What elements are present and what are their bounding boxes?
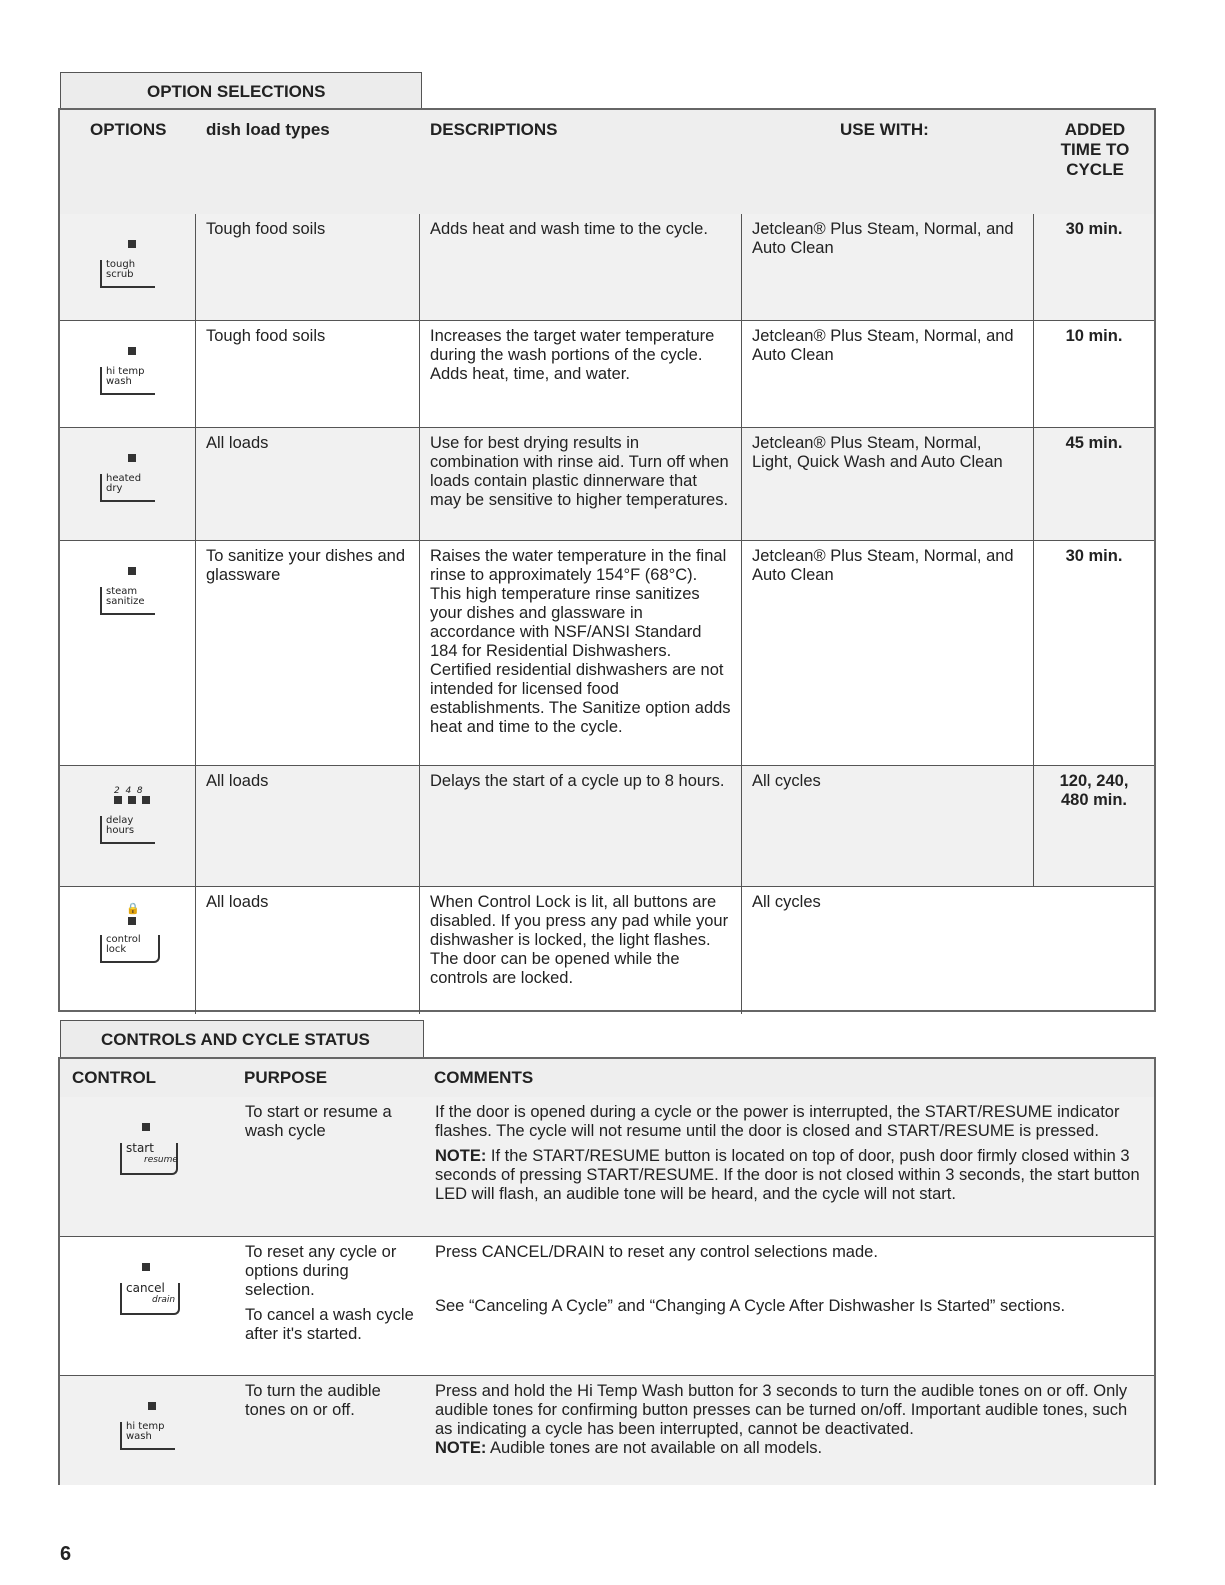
panel-label-bottom: wash	[106, 376, 132, 387]
option-selections-tab	[60, 72, 422, 110]
option-use-with: Jetclean® Plus Steam, Normal, and Auto Clean	[741, 321, 1033, 427]
padlock-icon: 🔒	[126, 902, 140, 915]
panel-label-top: control	[106, 934, 141, 945]
panel-label-top: steam	[106, 586, 138, 597]
controls-status-table	[58, 1057, 1156, 1485]
option-description: Delays the start of a cycle up to 8 hours.	[419, 766, 741, 886]
option-row-hi-temp-wash	[60, 321, 1154, 428]
option-load: All loads	[195, 887, 419, 1014]
delay-hours-button-icon	[100, 782, 170, 852]
panel-label-top: delay	[106, 815, 134, 826]
panel-label-top: hi temp	[106, 366, 145, 377]
header-added-line3: CYCLE	[1066, 160, 1124, 179]
option-load: All loads	[195, 766, 419, 886]
delay-hours-numbers: 2 4 8	[114, 786, 143, 796]
control-panel-cell	[60, 1097, 235, 1236]
purpose-text: To reset any cycle or options during selection.	[245, 1243, 397, 1299]
option-description: Raises the water temperature in the final rinse to approximately 154°F (68°C). This high temperature rinse sanitizes your dishes and glassware in accordance with NSF/ANSI Standard 184 for Residential Dishwashers. Certified residential dishwashers are not intended for licensed food establishments. The Sanitize option adds heat and time to the cycle.	[419, 541, 741, 765]
control-panel-cell	[60, 1376, 235, 1485]
panel-label-bottom: dry	[106, 483, 123, 494]
option-load: All loads	[195, 428, 419, 540]
option-use-with: Jetclean® Plus Steam, Normal, and Auto Clean	[741, 214, 1033, 320]
comment-text: If the door is opened during a cycle or the power is interrupted, the START/RESUME indicator flashes. The cycle will not resume until the door is closed and START/RESUME is pressed.	[435, 1103, 1120, 1140]
control-purpose	[235, 1237, 425, 1375]
header-use-with: USE WITH:	[840, 120, 929, 139]
option-panel-cell	[60, 428, 195, 540]
panel-label-top: tough	[106, 259, 136, 270]
option-panel-cell	[60, 214, 195, 320]
header-comments: COMMENTS	[434, 1068, 534, 1087]
panel-label-top: heated	[106, 473, 142, 484]
note-text: Audible tones are not available on all models.	[486, 1439, 823, 1457]
comment-text: Press CANCEL/DRAIN to reset any control selections made.	[435, 1243, 878, 1261]
option-row-heated-dry	[60, 428, 1154, 541]
header-control: CONTROL	[72, 1068, 157, 1087]
panel-label-bottom: hours	[106, 825, 135, 836]
header-purpose: PURPOSE	[244, 1068, 328, 1087]
option-description: Use for best drying results in combination with rinse aid. Turn off when loads contain plastic dinnerware that may be sensitive to higher temperatures.	[419, 428, 741, 540]
start-resume-button-icon	[120, 1123, 190, 1193]
control-row-start-resume	[60, 1097, 1154, 1237]
panel-label-bottom: sanitize	[106, 596, 145, 607]
option-description: Adds heat and wash time to the cycle.	[419, 214, 741, 320]
purpose-text-2: To cancel a wash cycle after it's started.	[245, 1306, 414, 1343]
options-header-row	[60, 110, 1154, 215]
panel-label-bottom: drain	[152, 1295, 176, 1305]
option-load: Tough food soils	[195, 321, 419, 427]
option-added-time: 30 min.	[1033, 541, 1154, 765]
option-panel-cell	[60, 887, 195, 1014]
tough-scrub-button-icon	[100, 240, 170, 310]
option-row-control-lock	[60, 887, 1154, 1014]
header-added-line2: TIME TO	[1060, 140, 1130, 159]
option-row-delay-hours	[60, 766, 1154, 887]
controls-status-title: CONTROLS AND CYCLE STATUS	[101, 1029, 370, 1049]
panel-label-bottom: wash	[126, 1431, 152, 1442]
heated-dry-button-icon	[100, 454, 170, 524]
panel-label-bottom: resume	[144, 1155, 178, 1165]
controls-header-row	[60, 1059, 1154, 1098]
option-use-with: All cycles	[741, 766, 1033, 886]
option-added-time: 10 min.	[1033, 321, 1154, 427]
option-panel-cell	[60, 541, 195, 765]
option-description: Increases the target water temperature during the wash portions of the cycle. Adds heat, time, and water.	[419, 321, 741, 427]
option-use-with: All cycles	[741, 887, 1154, 1014]
panel-label-top: cancel	[126, 1281, 165, 1295]
note-label: NOTE:	[435, 1147, 487, 1165]
note-label: NOTE:	[435, 1439, 487, 1457]
option-added-time: 120, 240, 480 min.	[1033, 766, 1154, 886]
comment-note	[435, 1439, 1144, 1458]
page-number: 6	[60, 1543, 72, 1565]
panel-label-top: start	[126, 1141, 154, 1155]
option-load: To sanitize your dishes and glassware	[195, 541, 419, 765]
header-descriptions: DESCRIPTIONS	[430, 120, 558, 139]
control-comments	[425, 1376, 1154, 1485]
option-selections-table	[58, 108, 1156, 1012]
options-rows	[60, 214, 1154, 1010]
control-row-hi-temp-wash	[60, 1376, 1154, 1485]
control-purpose: To start or resume a wash cycle	[245, 1103, 392, 1140]
header-options: OPTIONS	[90, 120, 167, 139]
comment-text-2: See “Canceling A Cycle” and “Changing A Cycle After Dishwasher Is Started” sections.	[435, 1297, 1066, 1315]
option-use-with: Jetclean® Plus Steam, Normal, and Auto Clean	[741, 541, 1033, 765]
control-comments	[425, 1097, 1154, 1236]
option-added-time: 30 min.	[1033, 214, 1154, 320]
option-row-steam-sanitize	[60, 541, 1154, 766]
option-load: Tough food soils	[195, 214, 419, 320]
controls-rows	[60, 1097, 1154, 1483]
panel-label-bottom: lock	[106, 944, 127, 955]
option-added-time: 45 min.	[1033, 428, 1154, 540]
option-description: When Control Lock is lit, all buttons are disabled. If you press any pad while your dishwasher is locked, the light flashes. The door can be opened while the controls are locked.	[419, 887, 741, 1014]
option-panel-cell	[60, 321, 195, 427]
control-lock-button-icon	[100, 899, 170, 969]
steam-sanitize-button-icon	[100, 567, 170, 637]
control-purpose: To turn the audible tones on or off.	[245, 1382, 381, 1419]
control-row-cancel-drain	[60, 1237, 1154, 1376]
option-panel-cell	[60, 766, 195, 886]
control-comments	[425, 1237, 1154, 1375]
header-dish-load: dish load types	[206, 120, 330, 139]
panel-label-top: hi temp	[126, 1421, 165, 1432]
option-row-tough-scrub	[60, 214, 1154, 321]
control-panel-cell	[60, 1237, 235, 1375]
comment-text: Press and hold the Hi Temp Wash button for 3 seconds to turn the audible tones on or off. Only audible tones for confirming button presses can be turned on/off. Important audible tones, such as indicating a cycle has been interrupted, cannot be deactivated.	[435, 1382, 1128, 1438]
hi-temp-wash-button-icon	[100, 347, 170, 417]
panel-label-bottom: scrub	[106, 269, 134, 280]
option-use-with: Jetclean® Plus Steam, Normal, Light, Quick Wash and Auto Clean	[741, 428, 1033, 540]
header-added-line1: ADDED	[1064, 120, 1126, 139]
cancel-drain-button-icon	[120, 1263, 190, 1333]
header-added-time	[1030, 120, 1160, 180]
controls-status-tab	[60, 1020, 424, 1058]
hi-temp-wash-button-icon	[120, 1402, 190, 1472]
note-text: If the START/RESUME button is located on top of door, push door firmly closed within 3 seconds of pressing START/RESUME. If the door is not closed within 3 seconds, the start button LED will flash, an audible tone will be heard, and the cycle will not start.	[435, 1147, 1140, 1203]
option-selections-title: OPTION SELECTIONS	[147, 81, 326, 101]
comment-note	[435, 1147, 1144, 1204]
